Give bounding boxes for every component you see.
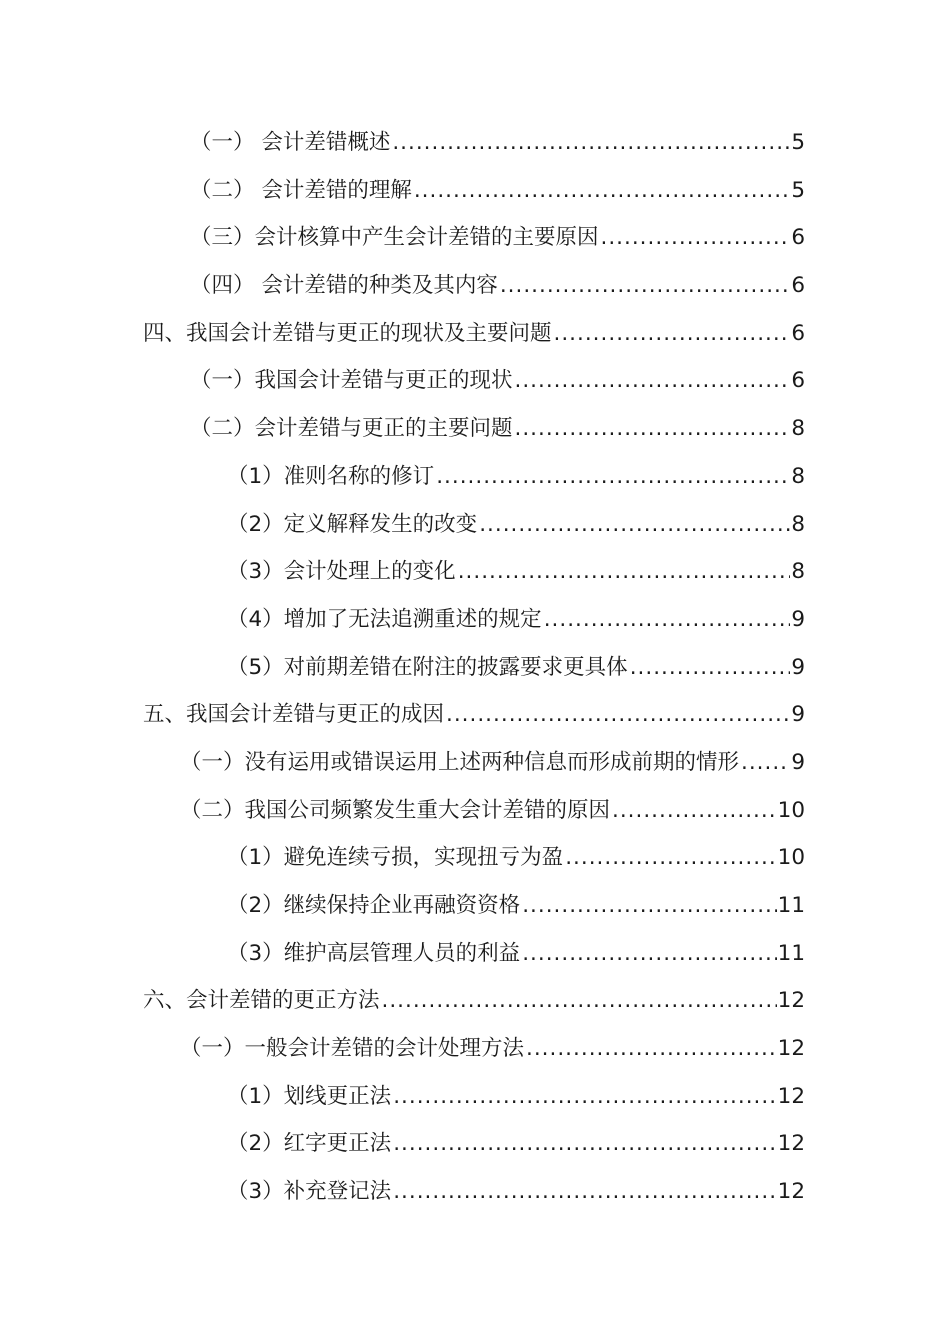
toc-dot-leader xyxy=(544,596,791,644)
toc-page-number: 8 xyxy=(791,416,805,442)
toc-page-number: 6 xyxy=(791,368,805,394)
toc-dot-leader xyxy=(554,310,791,358)
toc-page-number: 8 xyxy=(791,559,805,585)
toc-page-number: 12 xyxy=(777,988,805,1014)
toc-page-number: 12 xyxy=(777,1036,805,1062)
toc-entry-label: （1）准则名称的修订 xyxy=(227,463,435,489)
toc-page-number: 5 xyxy=(791,177,805,203)
toc-dot-leader xyxy=(392,119,790,167)
toc-entry-label: （5）对前期差错在附注的披露要求更具体 xyxy=(227,654,628,680)
toc-entry-label: （3）会计处理上的变化 xyxy=(227,559,456,585)
toc-dot-leader xyxy=(414,167,790,215)
toc-entry[interactable] xyxy=(0,1168,805,1216)
toc-entry[interactable] xyxy=(0,167,805,215)
toc-page-number: 11 xyxy=(777,893,805,918)
toc-entry[interactable] xyxy=(0,119,805,167)
toc-dot-leader xyxy=(500,262,790,310)
toc-page-number: 6 xyxy=(791,320,805,346)
toc-page-number: 12 xyxy=(777,1131,805,1157)
toc-entry-label: （1）避免连续亏损，实现扭亏为盈 xyxy=(227,845,564,871)
toc-entry[interactable] xyxy=(0,644,805,692)
toc-entry-label: （一） 会计差错概述 xyxy=(190,130,391,155)
toc-dot-leader xyxy=(526,1025,777,1073)
toc-entry[interactable] xyxy=(0,834,805,882)
toc-entry[interactable] xyxy=(0,310,805,358)
toc-page-number: 8 xyxy=(791,463,805,489)
toc-dot-leader xyxy=(479,501,790,549)
toc-page-number: 10 xyxy=(777,797,805,823)
toc-page-number: 5 xyxy=(791,130,805,155)
toc-dot-leader xyxy=(515,357,791,405)
toc-dot-leader xyxy=(741,739,790,787)
toc-entry[interactable] xyxy=(0,882,805,930)
toc-entry[interactable] xyxy=(0,501,805,549)
toc-dot-leader xyxy=(382,977,777,1025)
toc-page-number: 11 xyxy=(777,940,805,966)
toc-entry[interactable] xyxy=(0,1025,805,1073)
toc-entry[interactable] xyxy=(0,357,805,405)
toc-entry[interactable] xyxy=(0,1120,805,1168)
toc-page-number: 10 xyxy=(777,845,805,871)
toc-dot-leader xyxy=(522,930,776,978)
toc-dot-leader xyxy=(612,787,777,835)
toc-page-number: 9 xyxy=(791,654,805,680)
toc-entry-label: （二）我国公司频繁发生重大会计差错的原因 xyxy=(180,797,611,823)
toc-entry[interactable] xyxy=(0,596,805,644)
toc-page-number: 9 xyxy=(791,606,805,632)
toc-entry[interactable] xyxy=(0,787,805,835)
toc-entry-label: （2）继续保持企业再融资资格 xyxy=(227,893,521,918)
toc-entry-label: （2）红字更正法 xyxy=(227,1131,392,1157)
toc-entry-label: （二）会计差错与更正的主要问题 xyxy=(190,416,513,442)
toc-entry-label: （一）没有运用或错误运用上述两种信息而形成前期的情形 xyxy=(180,749,740,775)
toc-entry[interactable] xyxy=(0,691,805,739)
toc-entry-label: （3）补充登记法 xyxy=(227,1179,392,1205)
toc-page-number: 6 xyxy=(791,225,805,251)
toc-dot-leader xyxy=(436,453,790,501)
toc-entry[interactable] xyxy=(0,405,805,453)
toc-dot-leader xyxy=(393,1168,776,1216)
toc-dot-leader xyxy=(393,1073,776,1121)
toc-entry-label: （一）我国会计差错与更正的现状 xyxy=(190,368,513,394)
toc-entry-label: （三）会计核算中产生会计差错的主要原因 xyxy=(190,225,599,251)
toc-entry-label: （一）一般会计差错的会计处理方法 xyxy=(180,1036,525,1062)
toc-entry-label: 四、我国会计差错与更正的现状及主要问题 xyxy=(143,320,552,346)
toc-dot-leader xyxy=(565,834,776,882)
toc-dot-leader xyxy=(458,548,791,596)
toc-page-number: 9 xyxy=(791,702,805,728)
toc-page-number: 9 xyxy=(791,749,805,775)
toc-entry-label: （二） 会计差错的理解 xyxy=(190,177,412,203)
toc-dot-leader xyxy=(630,644,791,692)
toc-entry[interactable] xyxy=(0,977,805,1025)
toc-entry[interactable] xyxy=(0,214,805,262)
toc-dot-leader xyxy=(515,405,791,453)
toc-entry[interactable] xyxy=(0,548,805,596)
toc-page-number: 12 xyxy=(777,1083,805,1109)
toc-entry[interactable] xyxy=(0,453,805,501)
toc-dot-leader xyxy=(446,691,790,739)
toc-entry-label: （1）划线更正法 xyxy=(227,1083,392,1109)
toc-entry-label: 五、我国会计差错与更正的成因 xyxy=(143,702,445,728)
toc-page-number: 8 xyxy=(791,511,805,537)
toc-entry-label: （2）定义解释发生的改变 xyxy=(227,511,478,537)
toc-entry[interactable] xyxy=(0,262,805,310)
toc-entry[interactable] xyxy=(0,739,805,787)
toc-entry-label: （3）维护高层管理人员的利益 xyxy=(227,940,521,966)
toc-page-number: 6 xyxy=(791,273,805,299)
toc-entry[interactable] xyxy=(0,930,805,978)
toc-dot-leader xyxy=(601,214,791,262)
toc-dot-leader xyxy=(522,882,776,930)
toc-page-number: 12 xyxy=(777,1179,805,1205)
table-of-contents xyxy=(0,119,950,1216)
toc-entry-label: （4）增加了无法追溯重述的规定 xyxy=(227,606,542,632)
toc-entry-label: （四） 会计差错的种类及其内容 xyxy=(190,273,498,299)
toc-dot-leader xyxy=(393,1120,776,1168)
toc-entry[interactable] xyxy=(0,1073,805,1121)
toc-entry-label: 六、会计差错的更正方法 xyxy=(143,988,380,1014)
